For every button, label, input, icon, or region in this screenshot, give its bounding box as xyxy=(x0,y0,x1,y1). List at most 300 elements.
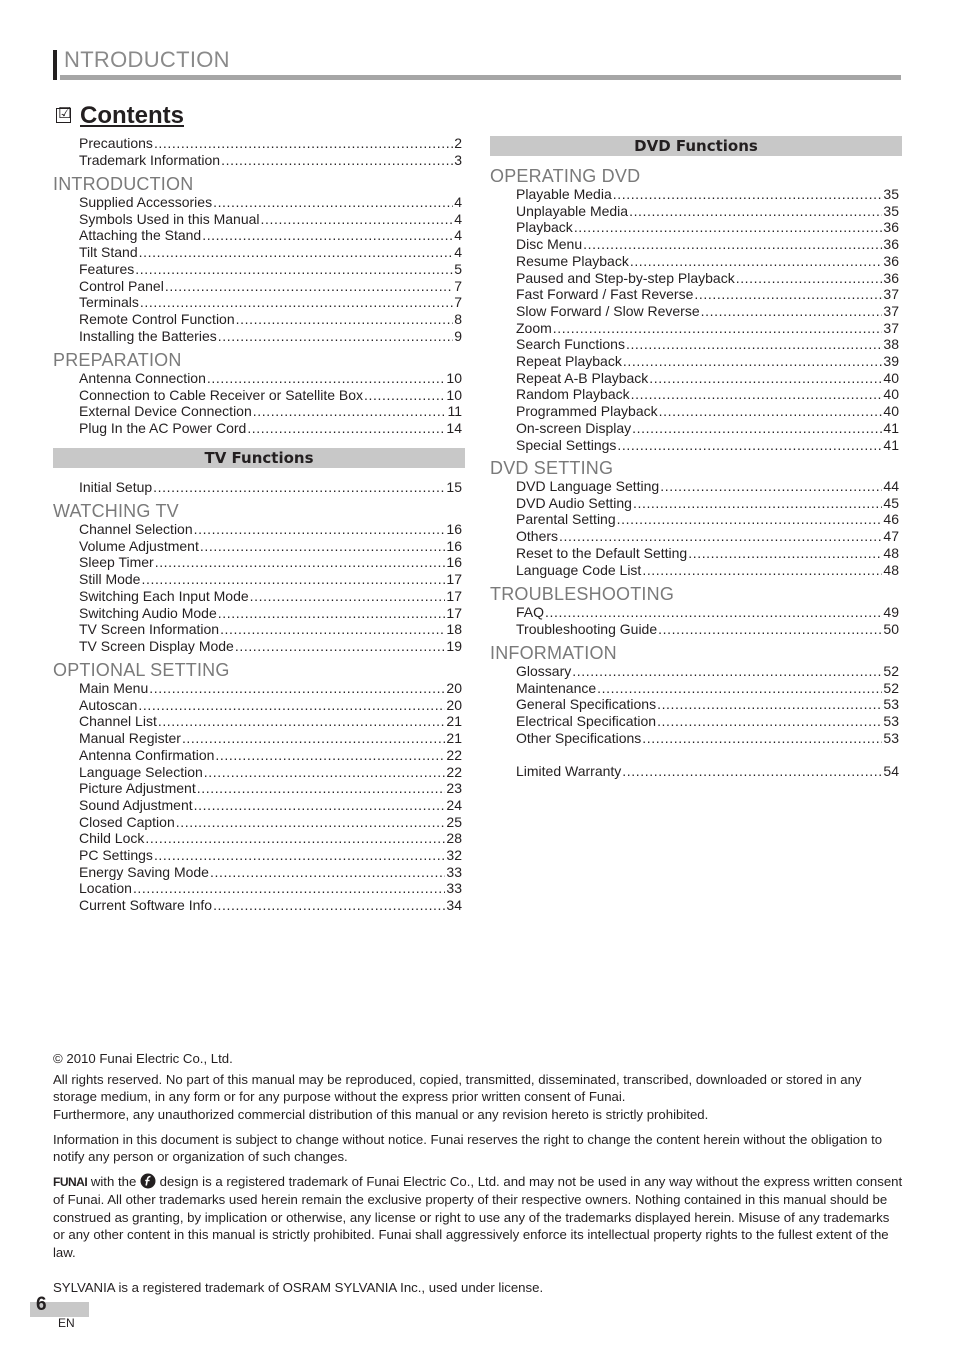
toc-entry-page: 37 xyxy=(883,286,899,303)
toc-entry-page: 7 xyxy=(454,294,462,311)
toc-entry-page: 33 xyxy=(446,880,462,897)
toc-entry-volume-adjustment[interactable] xyxy=(79,538,462,555)
toc-entry-page: 14 xyxy=(446,420,462,437)
leader-dots xyxy=(140,294,453,311)
toc-entry-page: 16 xyxy=(446,521,462,537)
toc-entry-attaching-the-stand[interactable] xyxy=(79,227,462,244)
toc-entry-label: Current Software Info xyxy=(79,897,213,914)
toc-entry-sound-adjustment[interactable] xyxy=(79,797,462,814)
toc-entry-label: Unplayable Media xyxy=(516,202,629,219)
toc-entry-page: 21 xyxy=(446,713,462,730)
toc-entry-slow-forward-slow-reverse[interactable] xyxy=(516,303,899,320)
toc-entry-label: Limited Warranty xyxy=(516,763,622,779)
toc-entry-antenna-confirmation[interactable] xyxy=(79,747,462,764)
toc-entry-repeat-playback[interactable] xyxy=(516,353,899,370)
leader-dots xyxy=(617,437,882,454)
toc-entry-label: Symbols Used in this Manual xyxy=(79,210,260,227)
toc-entry-features[interactable] xyxy=(79,261,462,278)
toc-entry-connection-to-cable-receiver-or-satellite-box[interactable] xyxy=(79,387,462,404)
leader-dots xyxy=(597,680,882,697)
toc-entry-page: 3 xyxy=(454,151,462,168)
leader-dots xyxy=(197,780,446,797)
section-heading-dvd-setting: DVD SETTING xyxy=(490,458,614,478)
toc-entry-label: Precautions xyxy=(79,135,153,151)
toc-entry-label: Parental Setting xyxy=(516,511,616,528)
toc-entry-page: 41 xyxy=(883,436,899,453)
toc-entry-installing-the-batteries[interactable] xyxy=(79,328,462,345)
toc-entry-page: 49 xyxy=(883,604,899,620)
tv-functions-band: TV Functions xyxy=(53,448,465,468)
toc-entry-label: Disc Menu xyxy=(516,236,583,253)
section-heading-watching-tv: WATCHING TV xyxy=(53,501,179,521)
toc-entry-page: 37 xyxy=(883,302,899,319)
toc-entry-dvd-audio-setting[interactable] xyxy=(516,495,899,512)
toc-entry-current-software-info[interactable] xyxy=(79,897,462,914)
leader-dots xyxy=(623,353,883,370)
toc-entry-label: Glossary xyxy=(516,663,572,679)
toc-entry-trademark-information[interactable] xyxy=(79,152,462,169)
toc-entry-tv-screen-information[interactable] xyxy=(79,621,462,638)
toc-entry-label: Installing the Batteries xyxy=(79,327,217,344)
toc-entry-label: Fast Forward / Fast Reverse xyxy=(516,286,694,303)
leader-dots xyxy=(153,479,445,496)
toc-entry-page: 35 xyxy=(883,202,899,219)
copyright-text: © 2010 Funai Electric Co., Ltd. xyxy=(53,1051,233,1066)
toc-entry-label: Antenna Connection xyxy=(79,370,206,386)
section-heading-troubleshooting: TROUBLESHOOTING xyxy=(490,584,675,604)
leader-dots xyxy=(545,604,882,621)
notice-text: Information in this document is subject to change without notice. Funai reserves the right to change the content herein without the obligation to notify any person or organization of such changes. xyxy=(53,1132,883,1165)
toc-entry-dvd-language-setting[interactable] xyxy=(516,478,899,495)
leader-dots xyxy=(613,186,883,203)
right-column xyxy=(490,0,902,1000)
leader-dots xyxy=(657,696,882,713)
leader-dots xyxy=(253,403,447,420)
contents-title: Contents xyxy=(80,102,184,129)
toc-entry-page: 44 xyxy=(883,478,899,494)
sylvania-text: SYLVANIA is a registered trademark of OSRAM SYLVANIA Inc., used under license. xyxy=(53,1280,544,1295)
toc-entry-page: 37 xyxy=(883,319,899,336)
toc-entry-label: Language Code List xyxy=(516,561,642,578)
toc-entry-label: Terminals xyxy=(79,294,139,311)
leader-dots xyxy=(701,303,883,320)
page-language: EN xyxy=(58,1316,75,1330)
toc-entry-label: FAQ xyxy=(516,604,545,620)
toc-entry-picture-adjustment[interactable] xyxy=(79,780,462,797)
toc-entry-precautions[interactable] xyxy=(79,135,462,152)
toc-entry-page: 20 xyxy=(446,680,462,696)
leader-dots xyxy=(660,478,882,495)
toc-entry-other-specifications[interactable] xyxy=(516,730,899,747)
toc-entry-supplied-accessories[interactable] xyxy=(79,194,462,211)
leader-dots xyxy=(218,328,453,345)
toc-entry-label: Supplied Accessories xyxy=(79,194,213,210)
toc-entry-page: 10 xyxy=(446,370,462,386)
toc-entry-maintenance[interactable] xyxy=(516,680,899,697)
leader-dots xyxy=(202,227,453,244)
toc-entry-label: General Specifications xyxy=(516,696,657,713)
with-the-text: with the xyxy=(87,1174,140,1189)
toc-entry-page: 52 xyxy=(883,679,899,696)
toc-entry-playable-media[interactable] xyxy=(516,186,899,203)
toc-entry-channel-list[interactable] xyxy=(79,713,462,730)
toc-entry-language-selection[interactable] xyxy=(79,764,462,781)
leader-dots xyxy=(688,545,882,562)
section-heading-information: INFORMATION xyxy=(490,643,617,663)
toc-entry-label: Manual Register xyxy=(79,730,181,747)
toc-entry-paused-and-step-by-step-playback[interactable] xyxy=(516,270,899,287)
toc-entry-label: Initial Setup xyxy=(79,479,153,495)
section-heading-operating-dvd: OPERATING DVD xyxy=(490,166,641,186)
toc-entry-page: 47 xyxy=(883,528,899,545)
toc-entry-page: 50 xyxy=(883,620,899,637)
leader-dots xyxy=(559,528,882,545)
toc-entry-label: Sleep Timer xyxy=(79,554,154,571)
section-heading-introduction: INTRODUCTION xyxy=(53,174,194,194)
toc-entry-page: 32 xyxy=(446,847,462,863)
section-heading-optional-setting: OPTIONAL SETTING xyxy=(53,660,230,680)
toc-entry-label: Language Selection xyxy=(79,763,203,780)
toc-entry-label: Autoscan xyxy=(79,696,138,713)
leader-dots xyxy=(145,830,445,847)
toc-entry-plug-in-the-ac-power-cord[interactable] xyxy=(79,420,462,437)
toc-entry-label: Other Specifications xyxy=(516,729,642,746)
toc-entry-zoom[interactable] xyxy=(516,320,899,337)
toc-entry-control-panel[interactable] xyxy=(79,278,462,295)
toc-entry-terminals[interactable] xyxy=(79,294,462,311)
section-heading-preparation: PREPARATION xyxy=(53,350,182,370)
toc-entry-page: 17 xyxy=(446,604,462,621)
toc-entry-fast-forward-fast-reverse[interactable] xyxy=(516,286,899,303)
toc-entry-programmed-playback[interactable] xyxy=(516,403,899,420)
leader-dots xyxy=(139,244,454,261)
toc-entry-page: 22 xyxy=(446,746,462,763)
leader-dots xyxy=(261,211,454,228)
toc-entry-label: DVD Language Setting xyxy=(516,478,660,494)
toc-entry-label: Channel List xyxy=(79,713,157,730)
toc-entry-page: 8 xyxy=(454,310,462,327)
toc-entry-label: Maintenance xyxy=(516,679,597,696)
toc-entry-on-screen-display[interactable] xyxy=(516,420,899,437)
leader-dots xyxy=(617,511,883,528)
leader-dots xyxy=(694,286,882,303)
toc-entry-label: Plug In the AC Power Cord xyxy=(79,420,247,437)
leader-dots xyxy=(165,278,453,295)
toc-entry-label: Resume Playback xyxy=(516,252,629,269)
toc-entry-label: Tilt Stand xyxy=(79,244,138,261)
toc-entry-energy-saving-mode[interactable] xyxy=(79,864,462,881)
toc-entry-page: 17 xyxy=(446,587,462,604)
toc-entry-limited-warranty[interactable] xyxy=(516,763,899,780)
toc-entry-unplayable-media[interactable] xyxy=(516,203,899,220)
toc-entry-label: Electrical Specification xyxy=(516,713,657,730)
leader-dots xyxy=(182,730,445,747)
toc-entry-label: TV Screen Display Mode xyxy=(79,637,234,654)
toc-entry-remote-control-function[interactable] xyxy=(79,311,462,328)
leader-dots xyxy=(200,538,446,555)
rights-text: All rights reserved. No part of this manual may be reproduced, copied, transmitted, disseminated, transcribed, downloaded or stored in any storage medium, in any form or for any purpose without the express prior written consent of Funai. xyxy=(53,1072,862,1105)
toc-entry-label: TV Screen Information xyxy=(79,621,220,638)
toc-entry-playback[interactable] xyxy=(516,219,899,236)
toc-entry-label: Picture Adjustment xyxy=(79,780,196,797)
toc-entry-label: Remote Control Function xyxy=(79,310,235,327)
toc-entry-page: 54 xyxy=(883,763,899,779)
leader-dots xyxy=(138,697,445,714)
toc-entry-resume-playback[interactable] xyxy=(516,253,899,270)
trademark-paragraph xyxy=(53,1173,903,1261)
toc-entry-antenna-connection[interactable] xyxy=(79,370,462,387)
toc-entry-label: Slow Forward / Slow Reverse xyxy=(516,302,700,319)
toc-entry-label: Trademark Information xyxy=(79,151,221,168)
toc-entry-page: 4 xyxy=(454,194,462,210)
leader-dots xyxy=(204,764,446,781)
toc-entry-manual-register[interactable] xyxy=(79,730,462,747)
leader-dots xyxy=(250,588,446,605)
leader-dots xyxy=(220,621,445,638)
toc-entry-label: Location xyxy=(79,880,132,897)
leader-dots xyxy=(632,420,882,437)
toc-entry-page: 52 xyxy=(883,663,899,679)
funai-f-logo-icon xyxy=(140,1173,156,1189)
toc-entry-page: 15 xyxy=(446,479,462,495)
toc-entry-page: 25 xyxy=(446,813,462,830)
toc-entry-glossary[interactable] xyxy=(516,663,899,680)
toc-entry-sleep-timer[interactable] xyxy=(79,554,462,571)
toc-entry-page: 4 xyxy=(454,210,462,227)
leader-dots xyxy=(657,713,882,730)
toc-entry-page: 23 xyxy=(446,780,462,797)
toc-entry-label: Reset to the Default Setting xyxy=(516,544,688,561)
toc-entry-page: 16 xyxy=(446,537,462,554)
leader-dots xyxy=(176,814,446,831)
toc-entry-reset-to-the-default-setting[interactable] xyxy=(516,545,899,562)
toc-entry-page: 40 xyxy=(883,386,899,403)
leader-dots xyxy=(235,638,446,655)
toc-entry-general-specifications[interactable] xyxy=(516,696,899,713)
leader-dots xyxy=(210,864,445,881)
toc-entry-page: 45 xyxy=(883,494,899,511)
toc-entry-others[interactable] xyxy=(516,528,899,545)
toc-entry-label: Playable Media xyxy=(516,186,612,202)
leader-dots xyxy=(135,261,453,278)
toc-entry-channel-selection[interactable] xyxy=(79,521,462,538)
toc-entry-page: 34 xyxy=(446,897,462,914)
toc-entry-label: Paused and Step-by-step Playback xyxy=(516,269,735,286)
toc-entry-page: 4 xyxy=(454,227,462,244)
leader-dots xyxy=(213,194,453,211)
toc-entry-label: Sound Adjustment xyxy=(79,796,193,813)
left-column xyxy=(53,0,465,1000)
leader-dots xyxy=(642,730,882,747)
leader-dots xyxy=(194,521,446,538)
toc-entry-page: 33 xyxy=(446,863,462,880)
toc-entry-electrical-specification[interactable] xyxy=(516,713,899,730)
toc-entry-pc-settings[interactable] xyxy=(79,847,462,864)
toc-entry-label: Special Settings xyxy=(516,436,617,453)
leader-dots xyxy=(364,387,445,404)
toc-entry-page: 36 xyxy=(883,236,899,253)
toc-entry-page: 41 xyxy=(883,419,899,436)
toc-entry-label: Switching Each Input Mode xyxy=(79,587,249,604)
leader-dots xyxy=(155,554,446,571)
toc-entry-page: 18 xyxy=(446,621,462,638)
leader-dots xyxy=(642,562,882,579)
leader-dots xyxy=(141,571,445,588)
leader-dots xyxy=(194,797,446,814)
toc-entry-page: 7 xyxy=(454,277,462,294)
toc-entry-faq[interactable] xyxy=(516,604,899,621)
toc-entry-random-playback[interactable] xyxy=(516,386,899,403)
toc-entry-page: 36 xyxy=(883,219,899,236)
leader-dots xyxy=(630,253,883,270)
leader-dots xyxy=(649,370,882,387)
leader-dots xyxy=(553,320,883,337)
toc-entry-label: Programmed Playback xyxy=(516,403,658,420)
legal-footer xyxy=(53,1050,903,1300)
toc-entry-label: On-screen Display xyxy=(516,419,632,436)
toc-entry-label: Main Menu xyxy=(79,680,149,696)
toc-entry-symbols-used-in-this-manual[interactable] xyxy=(79,211,462,228)
toc-entry-troubleshooting-guide[interactable] xyxy=(516,621,899,638)
toc-entry-page: 48 xyxy=(883,561,899,578)
toc-entry-page: 20 xyxy=(446,696,462,713)
leader-dots xyxy=(133,880,445,897)
toc-entry-language-code-list[interactable] xyxy=(516,562,899,579)
toc-entry-search-functions[interactable] xyxy=(516,336,899,353)
toc-entry-page: 5 xyxy=(454,260,462,277)
toc-entry-initial-setup[interactable] xyxy=(79,479,462,496)
leader-dots xyxy=(154,135,453,152)
toc-entry-page: 40 xyxy=(883,403,899,420)
toc-entry-disc-menu[interactable] xyxy=(516,236,899,253)
toc-entry-autoscan[interactable] xyxy=(79,697,462,714)
toc-entry-page: 35 xyxy=(883,186,899,202)
header-title: NTRODUCTION xyxy=(64,47,230,72)
toc-entry-page: 39 xyxy=(883,353,899,369)
toc-entry-label: Repeat A-B Playback xyxy=(516,369,649,386)
toc-entry-label: Playback xyxy=(516,219,573,236)
toc-entry-page: 38 xyxy=(883,336,899,353)
toc-entry-page: 11 xyxy=(447,403,462,420)
leader-dots xyxy=(572,663,882,680)
toc-entry-page: 53 xyxy=(883,696,899,713)
toc-entry-page: 19 xyxy=(446,637,462,654)
toc-entry-label: Channel Selection xyxy=(79,521,193,537)
toc-entry-page: 10 xyxy=(446,386,462,403)
toc-entry-page: 2 xyxy=(454,135,462,151)
leader-dots xyxy=(633,495,882,512)
toc-entry-repeat-a-b-playback[interactable] xyxy=(516,370,899,387)
page-number: 6 xyxy=(36,1294,47,1315)
toc-entry-switching-audio-mode[interactable] xyxy=(79,605,462,622)
toc-entry-page: 21 xyxy=(446,730,462,747)
leader-dots xyxy=(221,152,453,169)
prohibited-text: Furthermore, any unauthorized commercial distribution of this manual or any revision hereto is strictly prohibited. xyxy=(53,1107,709,1122)
toc-entry-label: Features xyxy=(79,260,135,277)
checkbox-icon: ☑ xyxy=(58,104,72,122)
toc-entry-page: 36 xyxy=(883,252,899,269)
toc-entry-label: Search Functions xyxy=(516,336,625,353)
leader-dots xyxy=(626,336,882,353)
toc-entry-label: Control Panel xyxy=(79,277,164,294)
toc-entry-page: 46 xyxy=(883,511,899,528)
toc-entry-page: 53 xyxy=(883,713,899,730)
toc-entry-child-lock[interactable] xyxy=(79,830,462,847)
leader-dots xyxy=(583,236,882,253)
toc-entry-special-settings[interactable] xyxy=(516,437,899,454)
toc-entry-tilt-stand[interactable] xyxy=(79,244,462,261)
dvd-functions-band: DVD Functions xyxy=(490,136,902,156)
toc-entry-page: 28 xyxy=(446,830,462,847)
toc-entry-label: Volume Adjustment xyxy=(79,537,199,554)
toc-entry-label: Energy Saving Mode xyxy=(79,863,209,880)
toc-entry-page: 48 xyxy=(883,544,899,561)
toc-entry-page: 36 xyxy=(883,269,899,286)
leader-dots xyxy=(213,897,445,914)
funai-logo: FUNAI xyxy=(53,1175,88,1189)
toc-entry-parental-setting[interactable] xyxy=(516,511,899,528)
toc-entry-page: 24 xyxy=(446,796,462,813)
toc-entry-label: Repeat Playback xyxy=(516,353,622,369)
leader-dots xyxy=(207,370,446,387)
toc-entry-label: Switching Audio Mode xyxy=(79,604,217,621)
toc-entry-label: Antenna Confirmation xyxy=(79,746,215,763)
leader-dots xyxy=(236,311,454,328)
toc-entry-page: 22 xyxy=(446,763,462,780)
toc-entry-switching-each-input-mode[interactable] xyxy=(79,588,462,605)
leader-dots xyxy=(736,270,883,287)
toc-entry-label: Zoom xyxy=(516,319,552,336)
toc-entry-label: Child Lock xyxy=(79,830,145,847)
leader-dots xyxy=(158,713,446,730)
toc-entry-label: PC Settings xyxy=(79,847,153,863)
toc-entry-location[interactable] xyxy=(79,880,462,897)
leader-dots xyxy=(154,847,445,864)
toc-entry-label: External Device Connection xyxy=(79,403,252,420)
toc-entry-main-menu[interactable] xyxy=(79,680,462,697)
toc-entry-label: Others xyxy=(516,528,559,545)
leader-dots xyxy=(215,747,445,764)
trademark-text: design is a registered trademark of Funai Electric Co., Ltd. and may not be used in any way without the express written consent of Funai. All other trademarks used herein remain the exclusive property of their respective owners. Nothing contained in this manual should be construed as granting, by implication or otherwise, any license or right to use any of the trademarks displayed herein. Misuse of any trademarks or any other content in this manual is strictly prohibited. Funai shall aggressively enforce its intellectual property rights to the fullest extent of the law. xyxy=(53,1174,903,1260)
toc-entry-page: 17 xyxy=(446,571,462,588)
leader-dots xyxy=(149,680,445,697)
toc-entry-page: 40 xyxy=(883,369,899,386)
leader-dots xyxy=(659,403,883,420)
toc-entry-closed-caption[interactable] xyxy=(79,814,462,831)
toc-entry-label: Connection to Cable Receiver or Satellite Box xyxy=(79,386,364,403)
toc-entry-page: 9 xyxy=(454,327,462,344)
toc-entry-label: Troubleshooting Guide xyxy=(516,620,658,637)
toc-entry-label: Attaching the Stand xyxy=(79,227,202,244)
toc-entry-still-mode[interactable] xyxy=(79,571,462,588)
leader-dots xyxy=(629,203,882,220)
leader-dots xyxy=(218,605,446,622)
toc-entry-page: 4 xyxy=(454,244,462,261)
leader-dots xyxy=(658,621,882,638)
leader-dots xyxy=(622,763,882,780)
leader-dots xyxy=(247,420,445,437)
leader-dots xyxy=(631,386,883,403)
toc-entry-label: DVD Audio Setting xyxy=(516,494,632,511)
toc-entry-tv-screen-display-mode[interactable] xyxy=(79,638,462,655)
toc-entry-page: 16 xyxy=(446,554,462,571)
leader-dots xyxy=(574,219,883,236)
toc-entry-label: Closed Caption xyxy=(79,813,175,830)
toc-entry-label: Random Playback xyxy=(516,386,630,403)
toc-entry-page: 53 xyxy=(883,729,899,746)
toc-entry-label: Still Mode xyxy=(79,571,141,588)
toc-entry-external-device-connection[interactable] xyxy=(79,403,462,420)
